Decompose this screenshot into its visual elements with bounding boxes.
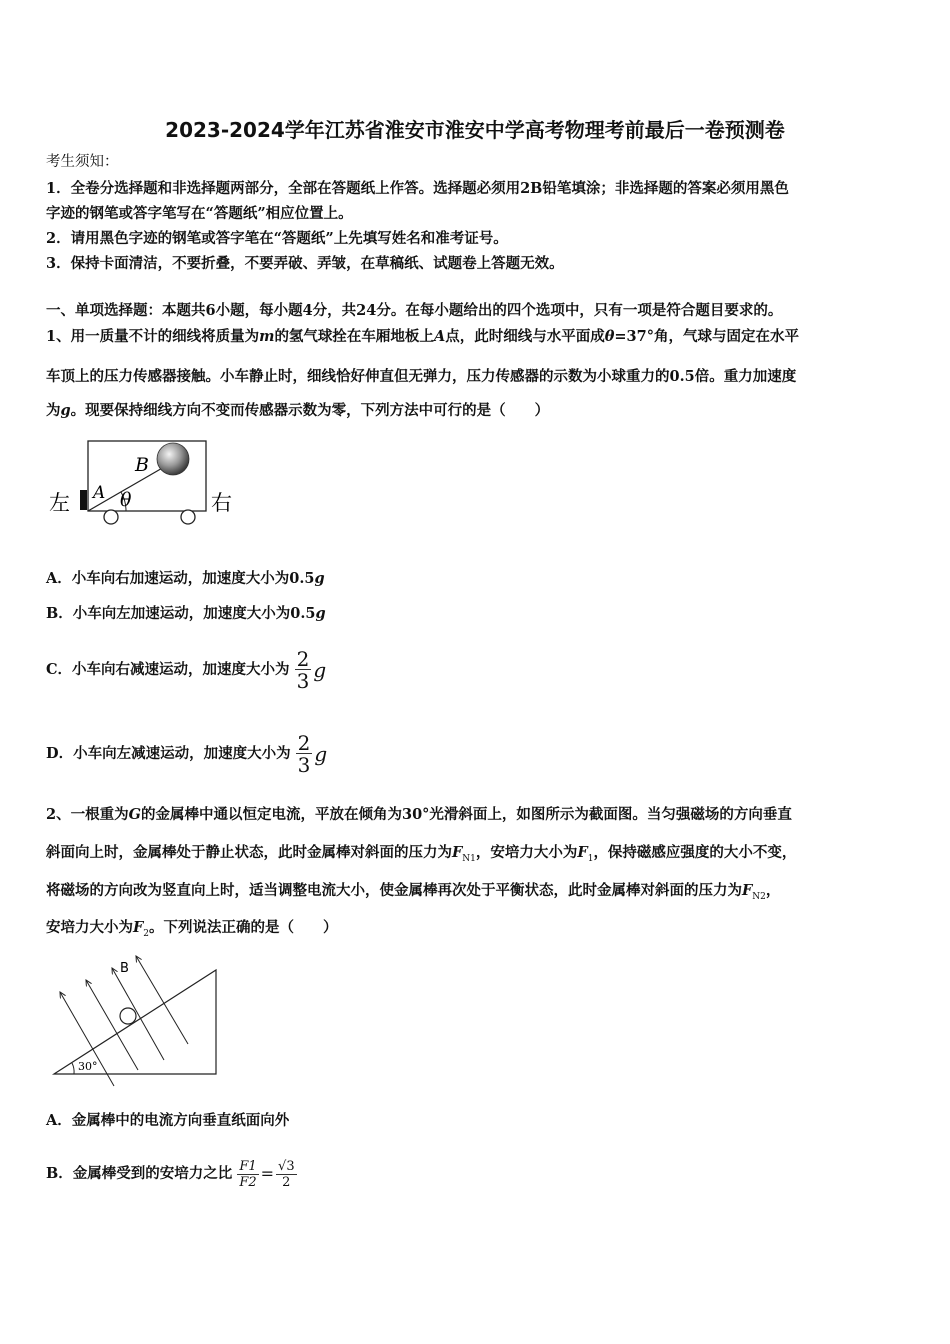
q2-var-F: F: [577, 844, 588, 861]
q2-option-b[interactable]: [46, 1146, 297, 1202]
q1-option-d-g: g: [314, 742, 328, 766]
q2-line-2: [46, 842, 796, 870]
frac-den: 3: [296, 668, 310, 693]
q1-option-d-fraction: [296, 730, 313, 777]
field-arrow: [136, 956, 188, 1044]
q1-text-d: =37°角，气球与固定在水平: [614, 328, 799, 345]
label-B: B: [135, 454, 149, 476]
ratio-den: F2: [239, 1174, 257, 1190]
q2-var-F: F: [452, 844, 463, 861]
q2-option-b-text: B．金属棒受到的安培力之比: [46, 1165, 233, 1182]
wheel-left: [104, 510, 118, 524]
q1-figure: [40, 436, 250, 532]
q1-option-c-g: g: [313, 658, 327, 682]
incline-triangle: [54, 970, 216, 1074]
ratio-num: F1: [239, 1158, 257, 1174]
q1-text-c: 点，此时细线与水平面成: [445, 328, 605, 345]
wheel-right: [181, 510, 195, 524]
q1-option-a-text: A．小车向右加速运动，加速度大小为0.5: [46, 570, 315, 587]
label-A: A: [93, 483, 106, 503]
ratio-equals: =: [260, 1164, 275, 1183]
anchor-block: [80, 490, 87, 510]
label-left: 左: [49, 491, 70, 515]
q1-option-d-text: D．小车向左减速运动，加速度大小为: [46, 745, 291, 762]
q2-ratio-value: [276, 1159, 297, 1190]
ratio-val-den: 2: [282, 1174, 291, 1190]
notice-item-3: 3．保持卡面清洁，不要折叠，不要弄破、弄皱，在草稿纸、试题卷上答题无效。: [46, 255, 564, 272]
q2-line-1: [46, 804, 792, 826]
q2-text-a: 2、一根重为: [46, 806, 129, 823]
q2-text-g: ，: [765, 882, 781, 899]
q2-var-G: G: [128, 806, 141, 823]
q1-text-e: 为: [46, 402, 61, 419]
q1-var-theta: θ: [604, 328, 615, 345]
q1-text-a: 1、用一质量不计的细线将质量为: [46, 328, 260, 345]
q2-text-e: ，保持磁感应强度的大小不变，: [593, 844, 797, 861]
ratio-val-num: √3: [278, 1158, 295, 1174]
q1-var-g: g: [60, 402, 71, 419]
q2-figure: [46, 948, 224, 1090]
notice-item-1-cont: 字迹的钢笔或答字笔写在“答题纸”相应位置上。: [46, 205, 353, 222]
q2-sub-2: 2: [143, 928, 150, 939]
q2-text-f: 将磁场的方向改为竖直向上时，适当调整电流大小，使金属棒再次处于平衡状态，此时金属棒对斜面的压力为: [46, 882, 742, 899]
q2-text-c: 斜面向上时，金属棒处于静止状态，此时金属棒对斜面的压力为: [46, 844, 452, 861]
q2-var-F: F: [133, 919, 144, 936]
q1-option-c[interactable]: [46, 638, 326, 702]
balloon-ball: [157, 443, 189, 475]
q1-option-a-g: g: [314, 570, 325, 587]
q1-option-c-fraction: [295, 646, 312, 693]
metal-rod: [120, 1008, 136, 1024]
q1-option-c-text: C．小车向右减速运动，加速度大小为: [46, 661, 290, 678]
notice-item-1: 1．全卷分选择题和非选择题两部分，全部在答题纸上作答。选择题必须用2B铅笔填涂；非选择题的答案必须用黑色: [46, 180, 789, 197]
label-right: 右: [211, 491, 232, 515]
label-angle: 30°: [78, 1060, 98, 1073]
q2-var-F: F: [742, 882, 753, 899]
q2-ratio-fraction: [237, 1159, 258, 1190]
q2-sub-1: 1: [587, 853, 594, 864]
q1-option-b[interactable]: [46, 603, 326, 625]
q2-text-i: 。下列说法正确的是（ ）: [149, 919, 338, 936]
q1-line-1: [46, 326, 799, 348]
page-title: 2023-2024学年江苏省淮安市淮安中学高考物理考前最后一卷预测卷: [165, 118, 785, 142]
q1-var-m: m: [259, 328, 275, 345]
section-heading: 一、单项选择题：本题共6小题，每小题4分，共24分。在每小题给出的四个选项中，只有一项是符合题目要求的。: [46, 302, 783, 319]
q2-text-d: ，安培力大小为: [475, 844, 578, 861]
q1-var-A: A: [433, 328, 446, 345]
q2-line-3: [46, 880, 780, 908]
q1-option-b-text: B．小车向左加速运动，加速度大小为0.5: [46, 605, 316, 622]
q2-line-4: [46, 917, 338, 945]
angle-arc: [72, 1063, 74, 1074]
q2-option-a[interactable]: A．金属棒中的电流方向垂直纸面向外: [46, 1112, 290, 1129]
label-theta: θ: [120, 489, 132, 511]
frac-num: 2: [296, 646, 310, 671]
label-B: B: [120, 961, 129, 976]
q1-option-d[interactable]: [46, 722, 327, 786]
q2-text-h: 安培力大小为: [46, 919, 133, 936]
frac-den: 3: [297, 752, 311, 777]
notice-heading: 考生须知：: [46, 154, 119, 170]
q1-text-f: 。现要保持细线方向不变而传感器示数为零，下列方法中可行的是（ ）: [70, 402, 550, 419]
notice-item-2: 2．请用黑色字迹的钢笔或答字笔在“答题纸”上先填写姓名和准考证号。: [46, 230, 508, 247]
q1-line-2: 车顶上的压力传感器接触。小车静止时，细线恰好伸直但无弹力，压力传感器的示数为小球重力的0.5倍。重力加速度: [46, 368, 797, 385]
q1-option-a[interactable]: [46, 568, 325, 590]
q2-text-b: 的金属棒中通以恒定电流，平放在倾角为30°光滑斜面上，如图所示为截面图。当匀强磁场的方向垂直: [140, 806, 792, 823]
q1-option-b-g: g: [315, 605, 326, 622]
q2-sub-N1: N1: [462, 853, 476, 864]
frac-num: 2: [297, 730, 311, 755]
q1-text-b: 的氢气球拴在车厢地板上: [274, 328, 434, 345]
q1-line-3: [46, 400, 549, 422]
q2-sub-N2: N2: [752, 891, 766, 902]
